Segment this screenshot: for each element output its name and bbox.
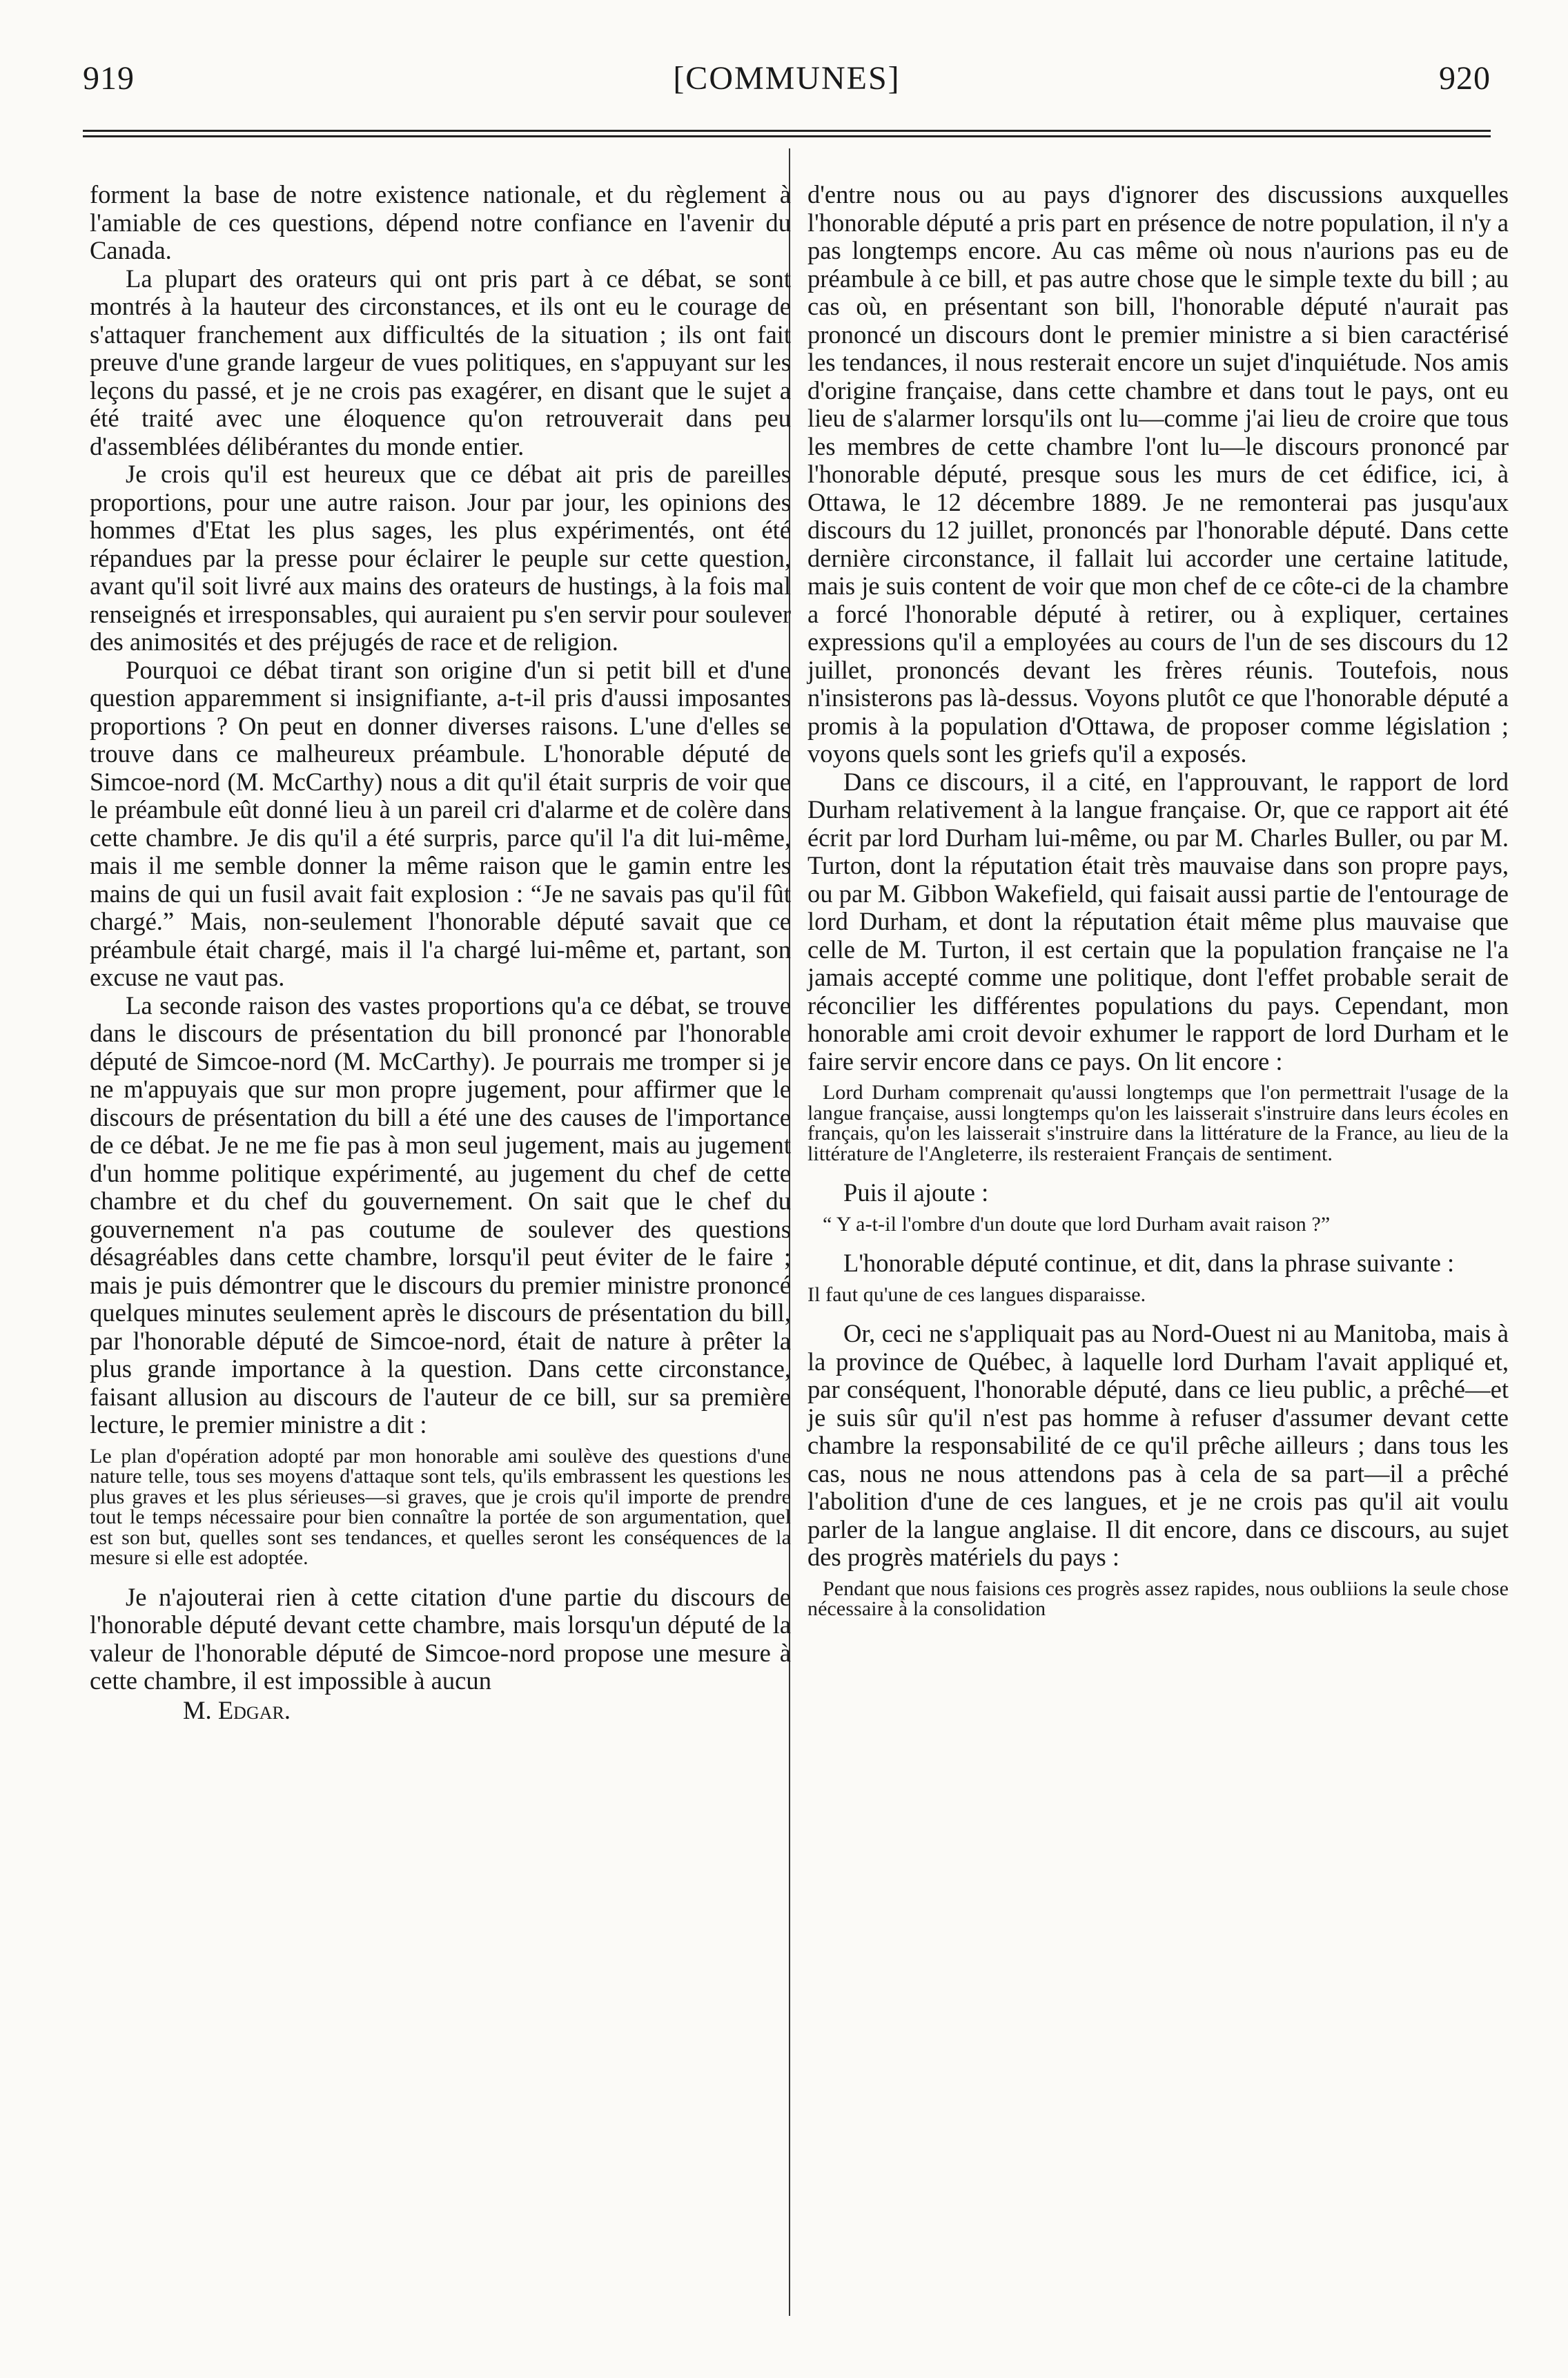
block-quote: Pendant que nous faisions ces progrès assez rapides, nous oubliions la seule chose nécessaire à la consolidation bbox=[807, 1577, 1509, 1620]
page-number-left: 919 bbox=[83, 59, 135, 97]
block-quote: Le plan d'opération adopté par mon honorable ami soulève des questions d'une nature telle, tous ses moyens d'attaque sont tels, qu'ils embrassent les questions les plus graves et les plus sérieuses—si graves, que je crois qu'il importe de prendre tout le temps nécessaire pour bien connaître la portée de son argumentation, quel est son but, quelles sont ses tendances, et quelles seront les conséquences de la mesure si elle est adoptée. bbox=[90, 1444, 791, 1569]
paragraph: Dans ce discours, il a cité, en l'approuvant, le rapport de lord Durham relativement à la langue française. Or, que ce rapport ait été écrit par lord Durham lui-même, ou par M. Charles Buller, ou par M. Turton, dont la réputation était très mauvaise dans son propre pays, ou par M. Gibbon Wakefield, qui faisait aussi partie de l'entourage de lord Durham, et dont la réputation était même plus mauvaise que celle de M. Turton, il est certain que la population française ne l'a jamais accepté comme une politique, dont l'effet probable serait de réconcilier les différentes populations du pays. Cependant, mon honorable ami croit devoir exhumer le rapport de lord Durham et le faire servir encore dans ce pays. On lit encore : bbox=[807, 767, 1509, 1075]
header-rule-top bbox=[83, 130, 1491, 132]
left-column bbox=[90, 181, 791, 1724]
block-quote: Lord Durham comprenait qu'aussi longtemps que l'on permettrait l'usage de la langue française, aussi longtemps qu'on les laisserait s'instruire dans leurs écoles en français, qu'on les laisserait s'instruire dans la littérature de la France, au lieu de la littérature de l'Angleterre, ils resteraient Français de sentiment. bbox=[807, 1081, 1509, 1165]
page-number-right: 920 bbox=[1438, 59, 1491, 97]
section-title: [COMMUNES] bbox=[673, 59, 901, 97]
paragraph: Puis il ajoute : bbox=[843, 1178, 989, 1207]
paragraph: Je crois qu'il est heureux que ce débat ait pris de pareilles proportions, pour une autre raison. Jour par jour, les opinions des hommes d'Etat les plus sages, les plus expérimentés, ont été répandues par la presse pour éclairer le peuple sur cette question, avant qu'il soit livré aux mains des orateurs de hustings, à la fois mal renseignés et irresponsables, qui auraient pu s'en servir pour soulever des animosités et des préjugés de race et de religion. bbox=[90, 460, 791, 656]
paragraph: Pourquoi ce débat tirant son origine d'un si petit bill et d'une question apparemment si insignifiante, a-t-il pris d'aussi imposantes proportions ? On peut en donner diverses raisons. L'une d'elles se trouve dans ce malheureux préambule. L'honorable député de Simcoe-nord (M. McCarthy) nous a dit qu'il était surpris de voir que le préambule eût donné lieu à un pareil cri d'alarme et de colère dans cette chambre. Je dis qu'il a été surpris, parce qu'il l'a dit lui-même, mais il me semble donner la même raison que le gamin entre les mains de qui un fusil avait fait explosion : “Je ne savais pas qu'il fût chargé.” Mais, non-seulement l'honorable député savait que ce préambule était chargé, mais il l'a chargé lui-même et, partant, son excuse ne vaut pas. bbox=[90, 655, 791, 991]
paragraph: Je n'ajouterai rien à cette citation d'une partie du discours de l'honorable député devant cette chambre, mais lorsqu'un député de la valeur de l'honorable député de Simcoe-nord propose une mesure à cette chambre, il est impossible à aucun bbox=[90, 1582, 791, 1695]
right-column bbox=[807, 181, 1509, 1635]
paragraph: La seconde raison des vastes proportions qu'a ce débat, se trouve dans le discours de présentation du bill prononcé par l'honorable député de Simcoe-nord (M. McCarthy). Je pourrais me tromper si je ne m'appuyais que sur mon propre jugement, pour affirmer que le discours de présentation du bill a été une des causes de l'importance de ce débat. Je ne me fie pas à mon seul jugement, mais au jugement d'un homme politique expérimenté, au jugement du chef de cette chambre et du chef du gouvernement. On sait que le chef du gouvernement n'a pas coutume de soulever des questions désagréables dans cette chambre, lorsqu'il peut éviter de le faire ; mais je puis démontrer que le discours du premier ministre prononcé quelques minutes seulement après le discours de présentation du bill, par l'honorable député de Simcoe-nord, était de nature à prêter la plus grande importance à la question. Dans cette circonstance, faisant allusion au discours de l'auteur de ce bill, sur sa première lecture, le premier ministre a dit : bbox=[90, 991, 791, 1439]
paragraph: La plupart des orateurs qui ont pris part à ce débat, se sont montrés à la hauteur des circonstances, et ils ont eu le courage de s'attaquer franchement aux difficultés de la situation ; ils ont fait preuve d'une grande largeur de vues politiques, en s'appuyant sur les leçons du passé, et je ne crois pas exagérer, en disant que le sujet a été traité avec une éloquence qu'on retrouverait dans peu d'assemblées délibérantes du monde entier. bbox=[90, 264, 791, 460]
header-rule-bottom bbox=[83, 135, 1491, 137]
paragraph: L'honorable député continue, et dit, dans la phrase suivante : bbox=[843, 1249, 1455, 1277]
paragraph: d'entre nous ou au pays d'ignorer des discussions auxquelles l'honorable député a pris part en présence de notre population, il n'y a pas longtemps encore. Au cas même où nous n'aurions pas eu de préambule à ce bill, et pas autre chose que le simple texte du bill ; au cas où, en présentant son bill, l'honorable député n'aurait pas prononcé un discours dont le premier ministre a si bien caractérisé les tendances, il nous resterait encore un sujet d'inquiétude. Nos amis d'origine française, dans cette chambre et dans tout le pays, ont eu lieu de s'alarmer lorsqu'ils ont lu—comme j'ai lieu de croire que tous les membres de cette chambre l'ont lu—le discours prononcé par l'honorable député, presque sous les murs de cet édifice, ici, à Ottawa, le 12 décembre 1889. Je ne remonterai pas jusqu'aux discours du 12 juillet, prononcés par l'honorable député. Dans cette dernière circonstance, il fallait lui accorder une certaine latitude, mais je suis content de voir que mon chef de ce côte-ci de la chambre a forcé l'honorable député à retirer, ou à expliquer, certaines expressions qu'il a employées au cours de l'un de ses discours du 12 juillet, prononcés devant les frères réunis. Toutefois, nous n'insisterons pas là-dessus. Voyons plutôt ce que l'honorable député a promis à la population d'Ottawa, de proposer comme législation ; voyons quels sont les griefs qu'il a exposés. bbox=[807, 180, 1509, 768]
paragraph: Or, ceci ne s'appliquait pas au Nord-Ouest ni au Manitoba, mais à la province de Québec, à laquelle lord Durham l'avait appliqué et, par conséquent, l'honorable député, dans ce lieu public, a prêché—et je suis sûr qu'il n'est pas homme à refuser d'assumer devant cette chambre la responsabilité de ce qu'il prêche ailleurs ; dans tous les cas, nous ne nous attendons pas à cela de sa part—il a prêché l'abolition d'une de ces langues, et je ne crois pas qu'il ait voulu parler de la langue anglaise. Il dit encore, dans ce discours, au sujet des progrès matériels du pays : bbox=[807, 1319, 1509, 1571]
speaker-signature: M. Edgar. bbox=[183, 1695, 291, 1724]
block-quote: Il faut qu'une de ces langues disparaisse. bbox=[807, 1283, 1146, 1306]
paragraph: forment la base de notre existence nationale, et du règlement à l'amiable de ces questions, dépend notre confiance en l'avenir du Canada. bbox=[90, 180, 791, 264]
page-header bbox=[83, 54, 1491, 102]
block-quote: “ Y a-t-il l'ombre d'un doute que lord Durham avait raison ?” bbox=[823, 1212, 1331, 1236]
